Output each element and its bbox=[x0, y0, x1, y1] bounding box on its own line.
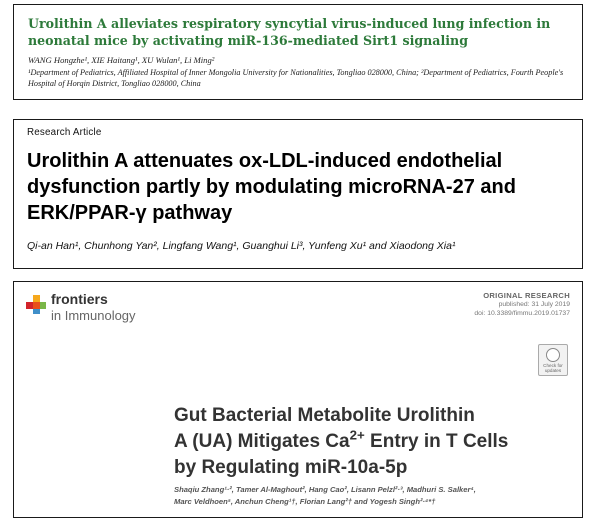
doi-text: doi: 10.3389/fimmu.2019.01737 bbox=[474, 310, 570, 317]
paper-card-3 bbox=[13, 281, 583, 518]
frontiers-logo-icon bbox=[25, 293, 47, 315]
paper-2-authors: Qi-an Han¹, Chunhong Yan², Lingfang Wang¹, Guanghui Li³, Yunfeng Xu¹ and Xiaodong Xia¹ bbox=[27, 240, 456, 252]
title-line-3: by Regulating miR-10a-5p bbox=[174, 457, 408, 478]
paper-3-article-type: ORIGINAL RESEARCH bbox=[483, 291, 570, 300]
paper-3-authors bbox=[174, 484, 574, 507]
title-line-1: Gut Bacterial Metabolite Urolithin bbox=[174, 405, 475, 426]
journal-brand-bottom: in Immunology bbox=[51, 308, 136, 323]
paper-2-title: Urolithin A attenuates ox-LDL-induced endothelial dysfunction partly by modulating microRNA-27 and ERK/PPAR-γ pathway bbox=[27, 150, 516, 224]
title-line-2-pre: A (UA) Mitigates Ca bbox=[174, 431, 350, 452]
article-meta bbox=[474, 291, 570, 318]
title-line-2-post: Entry in T Cells bbox=[364, 431, 509, 452]
authors-line-1: Shaqiu Zhang¹·², Tamer Al-Maghout², Hang Cao², Lisann Pelzl²·³, Madhuri S. Salker⁴, bbox=[174, 485, 476, 494]
journal-logo bbox=[25, 291, 215, 327]
paper-card-2 bbox=[13, 119, 583, 269]
paper-1-affiliations: ¹Department of Pediatrics, Affiliated Hospital of Inner Mongolia University for Nationalities, Tongliao 028000, China; ²Department of Pediatrics, Fourth People's Hospital of Horqin District, Tongliao 028000, China bbox=[28, 68, 564, 88]
published-date: published: 31 July 2019 bbox=[498, 301, 570, 308]
journal-brand-top: frontiers bbox=[51, 291, 108, 307]
paper-card-1 bbox=[13, 4, 583, 100]
update-check-icon bbox=[546, 348, 560, 362]
paper-1-title: Urolithin A alleviates respiratory syncytial virus-induced lung infection in neonatal mice by activating miR-136-mediated Sirt1 signaling bbox=[28, 16, 551, 48]
paper-2-article-type: Research Article bbox=[27, 127, 102, 138]
title-line-2-sup: 2+ bbox=[349, 427, 365, 443]
authors-line-2: Marc Veldhoen⁵, Anchun Cheng¹†, Florian Lang²† and Yogesh Singh²·⁴*† bbox=[174, 496, 436, 506]
badge-label: Check for updates bbox=[543, 363, 563, 373]
paper-3-title bbox=[174, 403, 574, 481]
paper-1-authors: WANG Hongzhe¹, XIE Haitang¹, XU Wulan¹, Li Ming² bbox=[28, 55, 215, 65]
check-for-updates-badge[interactable] bbox=[538, 344, 568, 376]
